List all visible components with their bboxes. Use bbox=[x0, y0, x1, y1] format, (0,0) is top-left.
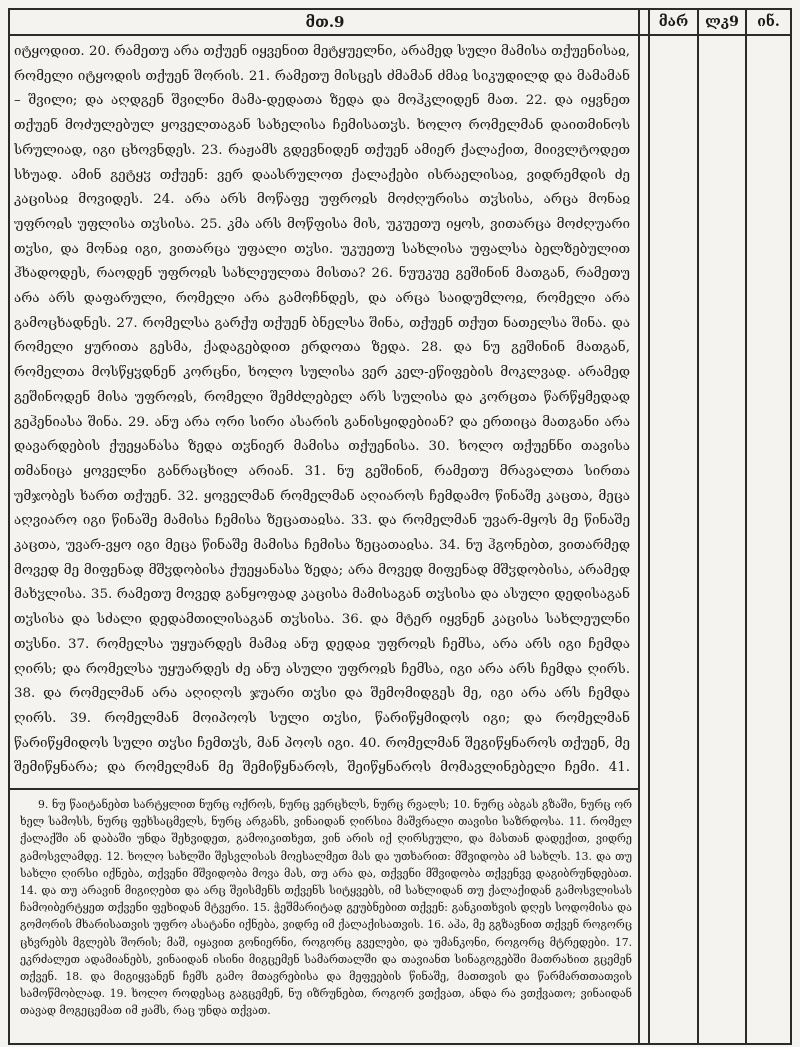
ref-column-border-3 bbox=[745, 8, 747, 1045]
text-column-border bbox=[638, 8, 640, 1045]
ref-luke: ლკ9 bbox=[705, 14, 739, 30]
verse-block: იტყოდით. 20. რამეთუ არა თქუენ იყვენით მეტყუელნი, არამედ სული მამისა თქუენისაჲ, რომელი იტყოდის თქუენ შორის. 21. რამეთუ მისცეს ძმამან ძმაჲ სიკუდილდ და მამამან – შვილი; და აღდგენ შვილნი მამა-დედათა ზედა და მოჰკლიდენ მათ. 22. და იყვნეთ თქუენ მოძულებულ ყოველთაგან სახელისა ჩემისათჳს. ხოლო რომელმან დაითმინოს სრულიად, იგი ცხოვნდეს. 23. რაჟამს გდევნიდენ თქუენ ამიერ ქალაქით, მიივლტოდეთ სხუად. ამინ გეტყჳ თქუენ: ვერ დაასრულოთ ქალაქები ისრაელისაჲ, ვიდრემდის ძე კაცისაჲ მოვიდეს. 24. არა არს მოწაფე უფროჲს მოძღურისა თჳსისა, არცა მონაჲ უფროჲს უფლისა თჳსისა. 25. კმა არს მოწფისა მის, უკუეთუ იყოს, ვითარცა მოძღუარი თჳსი, და მონაჲ იგი, ვითარცა უფალი თჳსი. უკუეთუ სახლისა უფალსა ბელზებულით ჰხადოდეს, რაოდენ უფროჲს სახლეულთა მისთა? 26. ნუუკუე გეშინინ მათგან, რამეთუ არა არს დაფარული, რომელი არა გამოჩნდეს, და არცა საიდუმლოჲ, რომელი არა გამოცხადნეს. 27. რომელსა გარქუ თქუენ ბნელსა შინა, თქუენ თქუთ ნათელსა შინა. და რომელი ყურითა გესმა, ქადაგებდით ერდოთა ზედა. 28. და ნუ გეშინინ მათგან, რომელთა მოსწყჳდნენ კორცნი, ხოლო სულისა ვერ კელ-ეწიფების მოკლვად. არამედ გეშინოდენ მისა უფროჲს, რომელი შემძლებელ არს სულისა და კორცთა წარწყმედად გეჰენიასა შინა. 29. ანუ არა ორი სირი ასარის განისყიდებიან? და ერთიცა მათგანი არა დავარდების ქუეყანასა ზედა თჳნიერ მამისა თქუენისა. 30. ხოლო თქუენნი თავისა თმანიცა ყოველნი განრაცხილ არიან. 31. ნუ გეშინინ, რამეთუ მრავალთა სირთა უმჯობეს ხართ თქუენ. 32. ყოველმან რომელმან აღიაროს ჩემდამო წინაშე კაცთა, მეცა აღვიარო იგი წინაშე მამისა ჩემისა ზეცათაჲსა. 33. და რომელმან უვარ-მყოს მე წინაშე კაცთა, უვარ-ვყო იგი მეცა წინაშე მამისა ჩემისა ზეცათაჲსა. 34. ნუ ჰგონებთ, ვითარმედ მოვედ მე მიფენად მშჳდობისა ქუეყანასა ზედა; არა მოვედ მიფენად მშჳდობისა, არამედ მახჳლისა. 35. რამეთუ მოვედ განყოფად კაცისა მამისაგან თჳსისა და ასული დედისაგან თჳსისა და სძალი დედამთილისაგან თჳსისა. 36. და მტერ იყვნენ კაცისა სახლეულნი თჳსნი. 37. რომელსა უყუარდეს მამაჲ ანუ დედაჲ უფროჲს ჩემსა, არა არს იგი ჩემდა ღირს; და რომელსა უყუარდეს ძე ანუ ასული უფროჲს ჩემსა, იგი არა არს ჩემდა ღირს. 38. და რომელმან არა აღიღოს ჯუარი თჳსი და შემომიდგეს მე, იგი არა არს ჩემდა ღირს. 39. რომელმან მოიპოოს სული თჳსი, წარიწყმიდოს იგი; და რომელმან წარიწყმიდოს სული თჳსი ჩემთჳს, მან პოოს იგი. 40. რომელმან შეგიწყნაროს თქუენ, მე შემიწყნარა; და რომელმან მე შემიწყნაროს, შეიწყნაროს მომავლინებელი ჩემი. 41. bbox=[14, 44, 630, 776]
left-border bbox=[8, 8, 10, 1045]
right-border bbox=[790, 8, 792, 1045]
ref-column-border-1 bbox=[648, 8, 650, 1045]
footnote-paragraph: 9. ნუ წაიტანებთ სარტყლით ნურც ოქროს, ნურც ვერცხლს, ნურც რვალს; 10. ნურც აბგას გზაში, ნურც ორ ხელ სამოსს, ნურც ფეხსაცმელს, ნურც არგანს, ვინაიდან ღირსია მაშვრალი თავისი საზრდოსა. 11. რომელ ქალაქში ან დაბაში უნდა შეხვიდეთ, გამოიკითხეთ, ვინ არის იქ ღირსეული, და მასთან დადექით, ვიდრე გამოსვლამდე. 12. ხოლო სახლში შესვლისას მოესალმეთ მას და უთხარით: მშვიდობა ამ სახლს. 13. და თუ სახლი ღირსი იქნება, თქვენი მშვიდობა მოვა მას, თუ არა და, თქვენი მშვიდობა თქვენვე დაგიბრუნდებათ. 14. და თუ არავინ მიგიღებთ და არც შეისმენს თქვენს სიტყვებს, იმ სახლიდან თუ ქალაქიდან გამოსვლისას ჩამოიბერტყეთ თქვენი ფეხიდან მტვერი. 15. ჭეშმარიტად გეუბნებით თქვენ: განკითხვის დღეს სოდომისა და გომორის მხარისათვის უფრო ასატანი იქნება, ვიდრე იმ ქალაქისათვის. 16. აჰა, მე გგზავნით თქვენ როგორც ცხვრებს მგლებს შორის; მაშ, იყავით გონიერნი, როგორც გველები, და უმანკონი, როგორც მტრედები. 17. ეკრძალეთ ადამიანებს, ვინაიდან ისინი მიგცემენ სამართალში და თავიანთ სინაგოგებში მათრახით გცემენ თქვენ. 18. და მიგიყვანენ ჩემს გამო მთავრებისა და მეფეების წინაშე, მათთვის და წარმართთათვის სამოწმობლად. 19. ხოლო როდესაც გაგცემენ, ნუ იზრუნებთ, როგორ ვთქვათ, ანდა რა ვთქვათო; ვინაიდან თავად მოგეცემათ იმ ჟამს, რაც უნდა თქვათ. bbox=[20, 798, 632, 1018]
main-scripture-text bbox=[14, 40, 630, 785]
ref-john: ინ. bbox=[757, 14, 780, 30]
ref-mark: მარ bbox=[658, 14, 689, 30]
bottom-border bbox=[8, 1043, 792, 1045]
footnote-divider bbox=[8, 788, 640, 790]
chapter-heading: მთ.9 bbox=[305, 13, 345, 31]
footnote-section bbox=[20, 796, 632, 1038]
ref-column-border-2 bbox=[697, 8, 699, 1045]
